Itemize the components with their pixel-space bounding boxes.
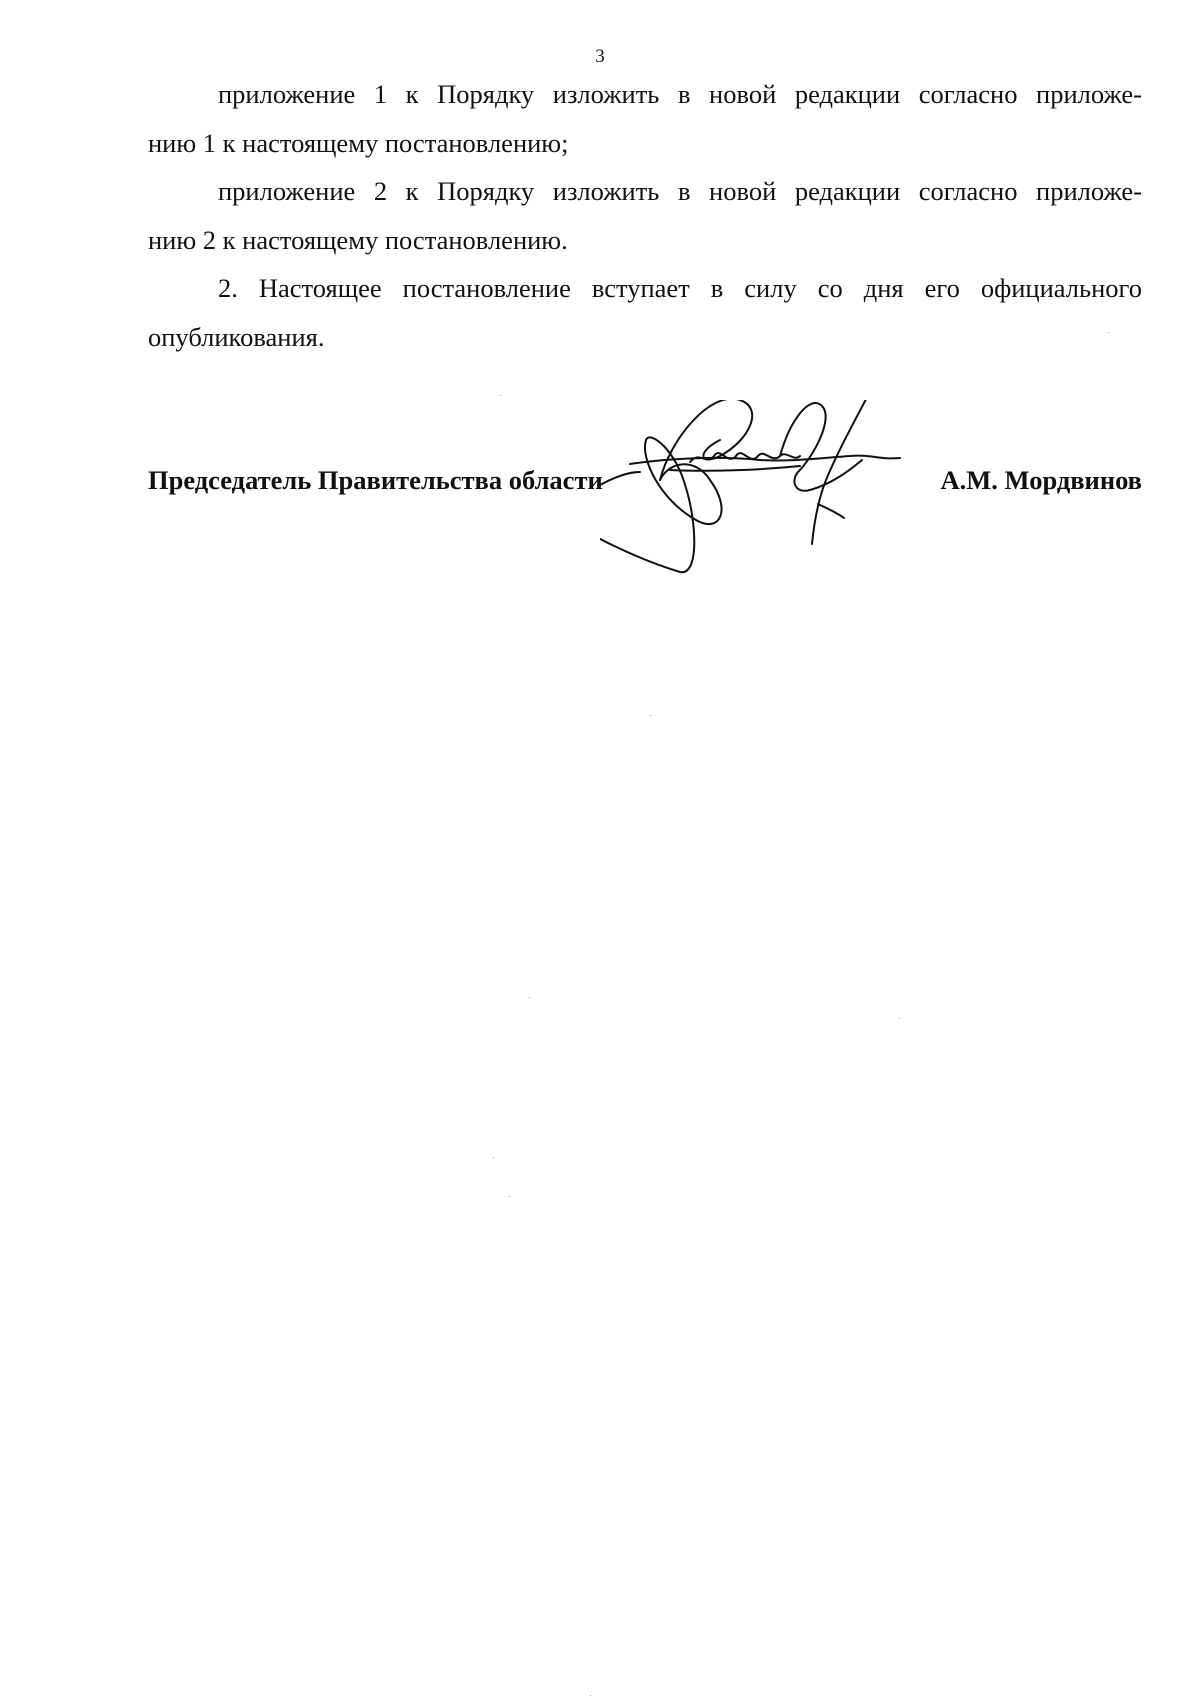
scan-speck <box>509 1196 510 1197</box>
scan-speck <box>529 997 530 998</box>
signatory-name: А.М. Мордвинов <box>940 465 1142 495</box>
paragraph-appendix-2-line-1: приложение 2 к Порядку изложить в новой редакции согласно приложе- <box>218 176 1142 206</box>
scan-speck <box>500 395 501 396</box>
paragraph-effective-line-1: 2. Настоящее постановление вступает в силу со дня его официального <box>218 273 1142 303</box>
scan-speck <box>1108 332 1109 333</box>
page-number: 3 <box>595 46 605 67</box>
scan-speck <box>899 1018 900 1019</box>
scan-speck <box>590 1695 591 1696</box>
paragraph-appendix-1-line-2: нию 1 к настоящему постановлению; <box>148 127 569 158</box>
paragraph-appendix-1-line-1: приложение 1 к Порядку изложить в новой редакции согласно приложе- <box>218 79 1142 109</box>
scan-speck <box>493 1157 494 1158</box>
document-body <box>148 70 1142 361</box>
signatory-position: Председатель Правительства области <box>148 465 603 495</box>
paragraph-effective-line-2: опубликования. <box>148 321 325 352</box>
handwritten-signature-icon <box>600 400 950 600</box>
scan-speck <box>650 715 651 716</box>
paragraph-appendix-2-line-2: нию 2 к настоящему постановлению. <box>148 224 568 255</box>
